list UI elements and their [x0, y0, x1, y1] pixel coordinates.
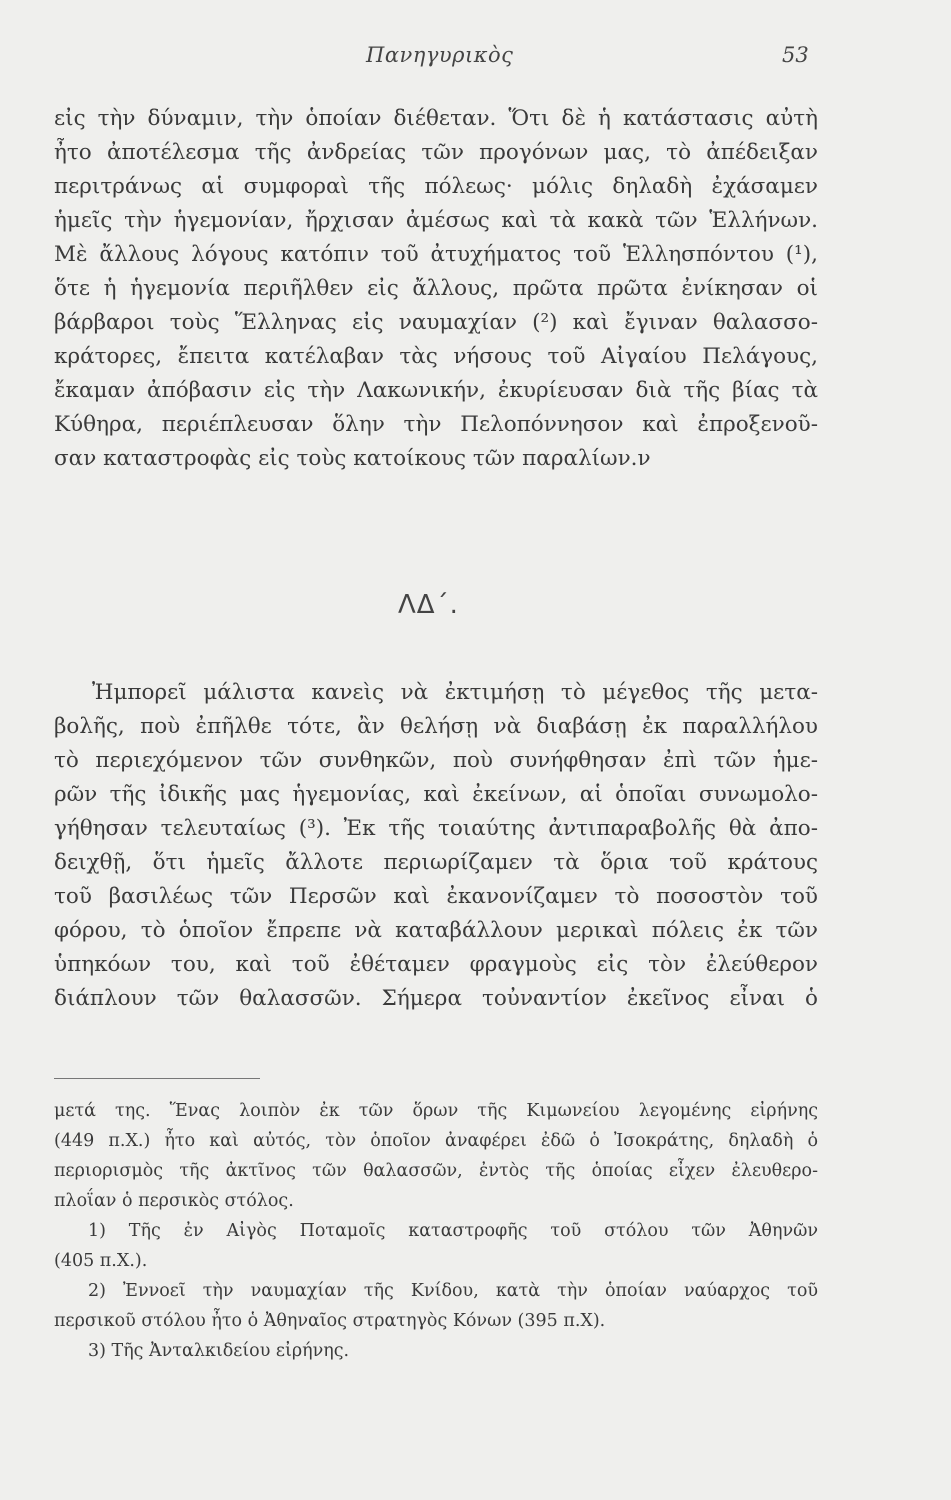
text-line: Ἠμπορεῖ μάλιστα κανεὶς νὰ ἐκτιμήσῃ τὸ μέγεθος τῆς μετα-	[92, 680, 818, 705]
footnote-2: 2) Ἐννοεῖ τὴν ναυμαχίαν τῆς Κνίδου, κατὰ τὴν ὁποίαν ναύαρχος τοῦ	[88, 1281, 818, 1301]
footnote-rule	[54, 1078, 260, 1079]
footnote-line: (449 π.Χ.) ἦτο καὶ αὐτός, τὸν ὁποῖον ἀναφέρει ἐδῶ ὁ Ἰσοκράτης, δηλαδὴ ὁ	[54, 1131, 818, 1151]
footnote-line: (405 π.Χ.).	[54, 1251, 148, 1271]
text-line: διάπλουν τῶν θαλασσῶν. Σήμερα τοὐναντίον ἐκεῖνος εἶναι ὁ	[54, 986, 818, 1011]
text-line: ἦτο ἀποτέλεσμα τῆς ἀνδρείας τῶν προγόνων μας, τὸ ἀπέδειξαν	[54, 140, 818, 165]
footnote-line: πλοΐαν ὁ περσικὸς στόλος.	[54, 1191, 294, 1211]
text-line: βάρβαροι τοὺς Ἕλληνας εἰς ναυμαχίαν (²) καὶ ἔγιναν θαλασσο-	[54, 310, 818, 335]
text-line: ρῶν τῆς ἰδικῆς μας ἡγεμονίας, καὶ ἐκείνων, αἱ ὁποῖαι συνωμολο-	[54, 782, 818, 807]
section-heading: ΛΔ΄.	[398, 590, 459, 620]
text-line: τοῦ βασιλέως τῶν Περσῶν καὶ ἐκανονίζαμεν τὸ ποσοστὸν τοῦ	[54, 884, 818, 909]
text-line: βολῆς, ποὺ ἐπῆλθε τότε, ἂν θελήσῃ νὰ διαβάσῃ ἐκ παραλλήλου	[54, 714, 818, 739]
text-line: εἰς τὴν δύναμιν, τὴν ὁποίαν διέθεταν. Ὅτι δὲ ἡ κατάστασις αὐτὴ	[54, 106, 818, 131]
text-line: σαν καταστροφὰς εἰς τοὺς κατοίκους τῶν παραλίων.ν	[54, 446, 651, 471]
footnote-line: περσικοῦ στόλου ἦτο ὁ Ἀθηναῖος στρατηγὸς Κόνων (395 π.Χ).	[54, 1311, 606, 1331]
text-line: ὅτε ἡ ἡγεμονία περιῆλθεν εἰς ἄλλους, πρῶτα πρῶτα ἐνίκησαν οἱ	[54, 276, 818, 301]
running-title: Πανηγυρικὸς	[366, 43, 514, 67]
footnote-3: 3) Τῆς Ἀνταλκιδείου εἰρήνης.	[88, 1341, 350, 1361]
footnote-1: 1) Τῆς ἐν Αἰγὸς Ποταμοῖς καταστροφῆς τοῦ στόλου τῶν Ἀθηνῶν	[88, 1221, 818, 1241]
page-number: 53	[782, 43, 809, 67]
text-line: γήθησαν τελευταίως (³). Ἐκ τῆς τοιαύτης ἀντιπαραβολῆς θὰ ἀπο-	[54, 816, 818, 841]
text-line: δειχθῇ, ὅτι ἡμεῖς ἄλλοτε περιωρίζαμεν τὰ ὅρια τοῦ κράτους	[54, 850, 818, 875]
text-line: περιτράνως αἱ συμφοραὶ τῆς πόλεως· μόλις δηλαδὴ ἐχάσαμεν	[54, 174, 818, 199]
text-line: Κύθηρα, περιέπλευσαν ὅλην τὴν Πελοπόννησον καὶ ἐπροξενοῦ-	[54, 412, 818, 437]
text-line: ἔκαμαν ἀπόβασιν εἰς τὴν Λακωνικήν, ἐκυρίευσαν διὰ τῆς βίας τὰ	[54, 378, 818, 403]
text-line: κράτορες, ἔπειτα κατέλαβαν τὰς νήσους τοῦ Αἰγαίου Πελάγους,	[54, 344, 818, 369]
text-line: τὸ περιεχόμενον τῶν συνθηκῶν, ποὺ συνήφθησαν ἐπὶ τῶν ἡμε-	[54, 748, 818, 773]
text-line: φόρου, τὸ ὁποῖον ἔπρεπε νὰ καταβάλλουν μερικαὶ πόλεις ἐκ τῶν	[54, 918, 818, 943]
footnote-line: μετά της. Ἕνας λοιπὸν ἐκ τῶν ὅρων τῆς Κιμωνείου λεγομένης εἰρήνης	[54, 1101, 818, 1121]
text-line: ἡμεῖς τὴν ἡγεμονίαν, ἤρχισαν ἀμέσως καὶ τὰ κακὰ τῶν Ἑλλήνων.	[54, 208, 818, 233]
text-line: Μὲ ἄλλους λόγους κατόπιν τοῦ ἀτυχήματος τοῦ Ἑλλησπόντου (¹),	[54, 242, 818, 267]
footnote-line: περιορισμὸς τῆς ἀκτῖνος τῶν θαλασσῶν, ἐντὸς τῆς ὁποίας εἶχεν ἐλευθερο-	[54, 1161, 818, 1181]
text-line: ὑπηκόων του, καὶ τοῦ ἐθέταμεν φραγμοὺς εἰς τὸν ἐλεύθερον	[54, 952, 818, 977]
